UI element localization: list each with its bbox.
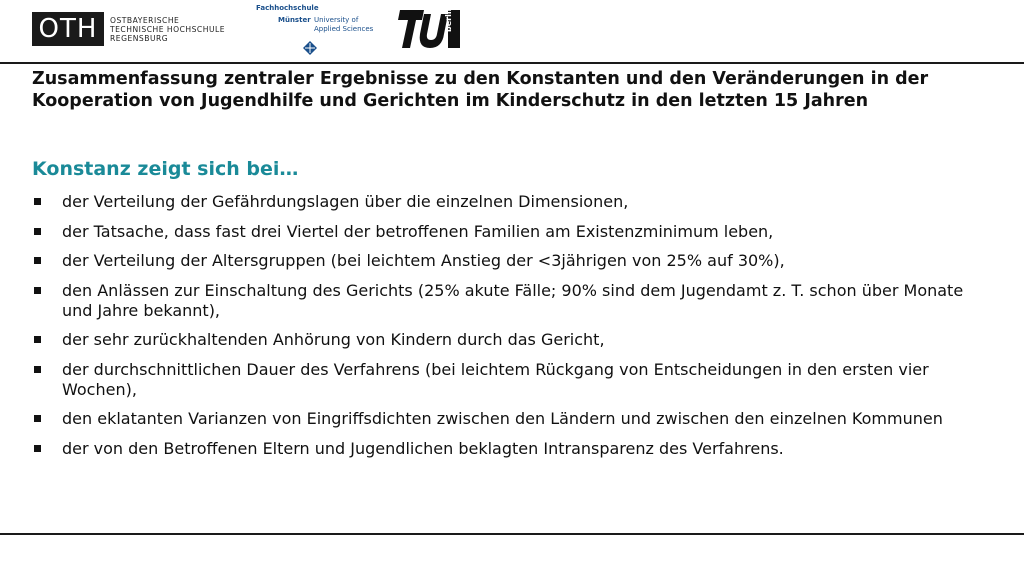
bullet-text: der sehr zurückhaltenden Anhörung von Kindern durch das Gericht,	[62, 330, 605, 349]
bullet-item	[32, 281, 972, 321]
fh-logo-line: Applied Sciences	[314, 25, 374, 33]
bullet-item	[32, 222, 972, 242]
oth-logo-text	[110, 16, 225, 43]
bullet-icon	[34, 228, 41, 235]
slide-subtitle: Konstanz zeigt sich bei…	[32, 158, 299, 180]
fh-muenster-logo	[256, 4, 386, 60]
tu-berlin-side-text: berlin	[444, 5, 453, 32]
bullet-text: der durchschnittlichen Dauer des Verfahrens (bei leichtem Rückgang von Entscheidungen in den ersten vier Wochen),	[62, 359, 929, 399]
bullet-text: der Tatsache, dass fast drei Viertel der betroffenen Familien am Existenzminimum leben,	[62, 221, 774, 241]
footer-divider	[0, 533, 1024, 535]
header-divider	[0, 62, 1024, 64]
fh-logo-line: Fachhochschule	[256, 4, 319, 12]
oth-logo-line: TECHNISCHE HOCHSCHULE	[110, 24, 226, 34]
oth-logo-line: OSTBAYERISCHE	[110, 15, 180, 25]
bullet-text: den eklatanten Varianzen von Eingriffsdichten zwischen den Ländern und zwischen den einzelnen Kommunen	[62, 409, 943, 428]
tu-berlin-logo	[398, 6, 460, 52]
bullet-icon	[34, 198, 41, 205]
oth-logo-line: REGENSBURG	[110, 33, 169, 43]
bullet-item	[32, 330, 972, 350]
fh-emblem-icon	[303, 41, 317, 55]
bullet-icon	[34, 445, 41, 452]
bullet-icon	[34, 287, 41, 294]
bullet-item	[32, 192, 972, 212]
bullet-icon	[34, 257, 41, 264]
fh-logo-subtitle	[314, 16, 373, 34]
bullet-item	[32, 439, 972, 459]
bullet-text: der von den Betroffenen Eltern und Jugendlichen beklagten Intransparenz des Verfahrens.	[62, 438, 784, 458]
bullet-text: den Anlässen zur Einschaltung des Gerichts (25% akute Fälle; 90% sind dem Jugendamt z. T. schon über Monate und Jahre bekannt),	[62, 280, 964, 320]
bullet-list	[32, 192, 972, 468]
bullet-icon	[34, 415, 41, 422]
oth-logo	[32, 12, 225, 46]
bullet-item	[32, 251, 972, 271]
bullet-icon	[34, 336, 41, 343]
oth-logo-mark: OTH	[32, 12, 104, 46]
bullet-text: der Verteilung der Altersgruppen (bei leichtem Anstieg der <3jährigen von 25% auf 30%),	[62, 251, 785, 270]
fh-logo-line: University of	[314, 16, 359, 24]
bullet-item	[32, 360, 972, 400]
bullet-item	[32, 409, 972, 429]
fh-logo-line: Münster	[278, 16, 311, 24]
slide-title: Zusammenfassung zentraler Ergebnisse zu den Konstanten und den Veränderungen in der Kooperation von Jugendhilfe und Gerichten im Kinderschutz in den letzten 15 Jahren	[32, 69, 929, 111]
bullet-icon	[34, 366, 41, 373]
bullet-text: der Verteilung der Gefährdungslagen über die einzelnen Dimensionen,	[62, 192, 629, 211]
